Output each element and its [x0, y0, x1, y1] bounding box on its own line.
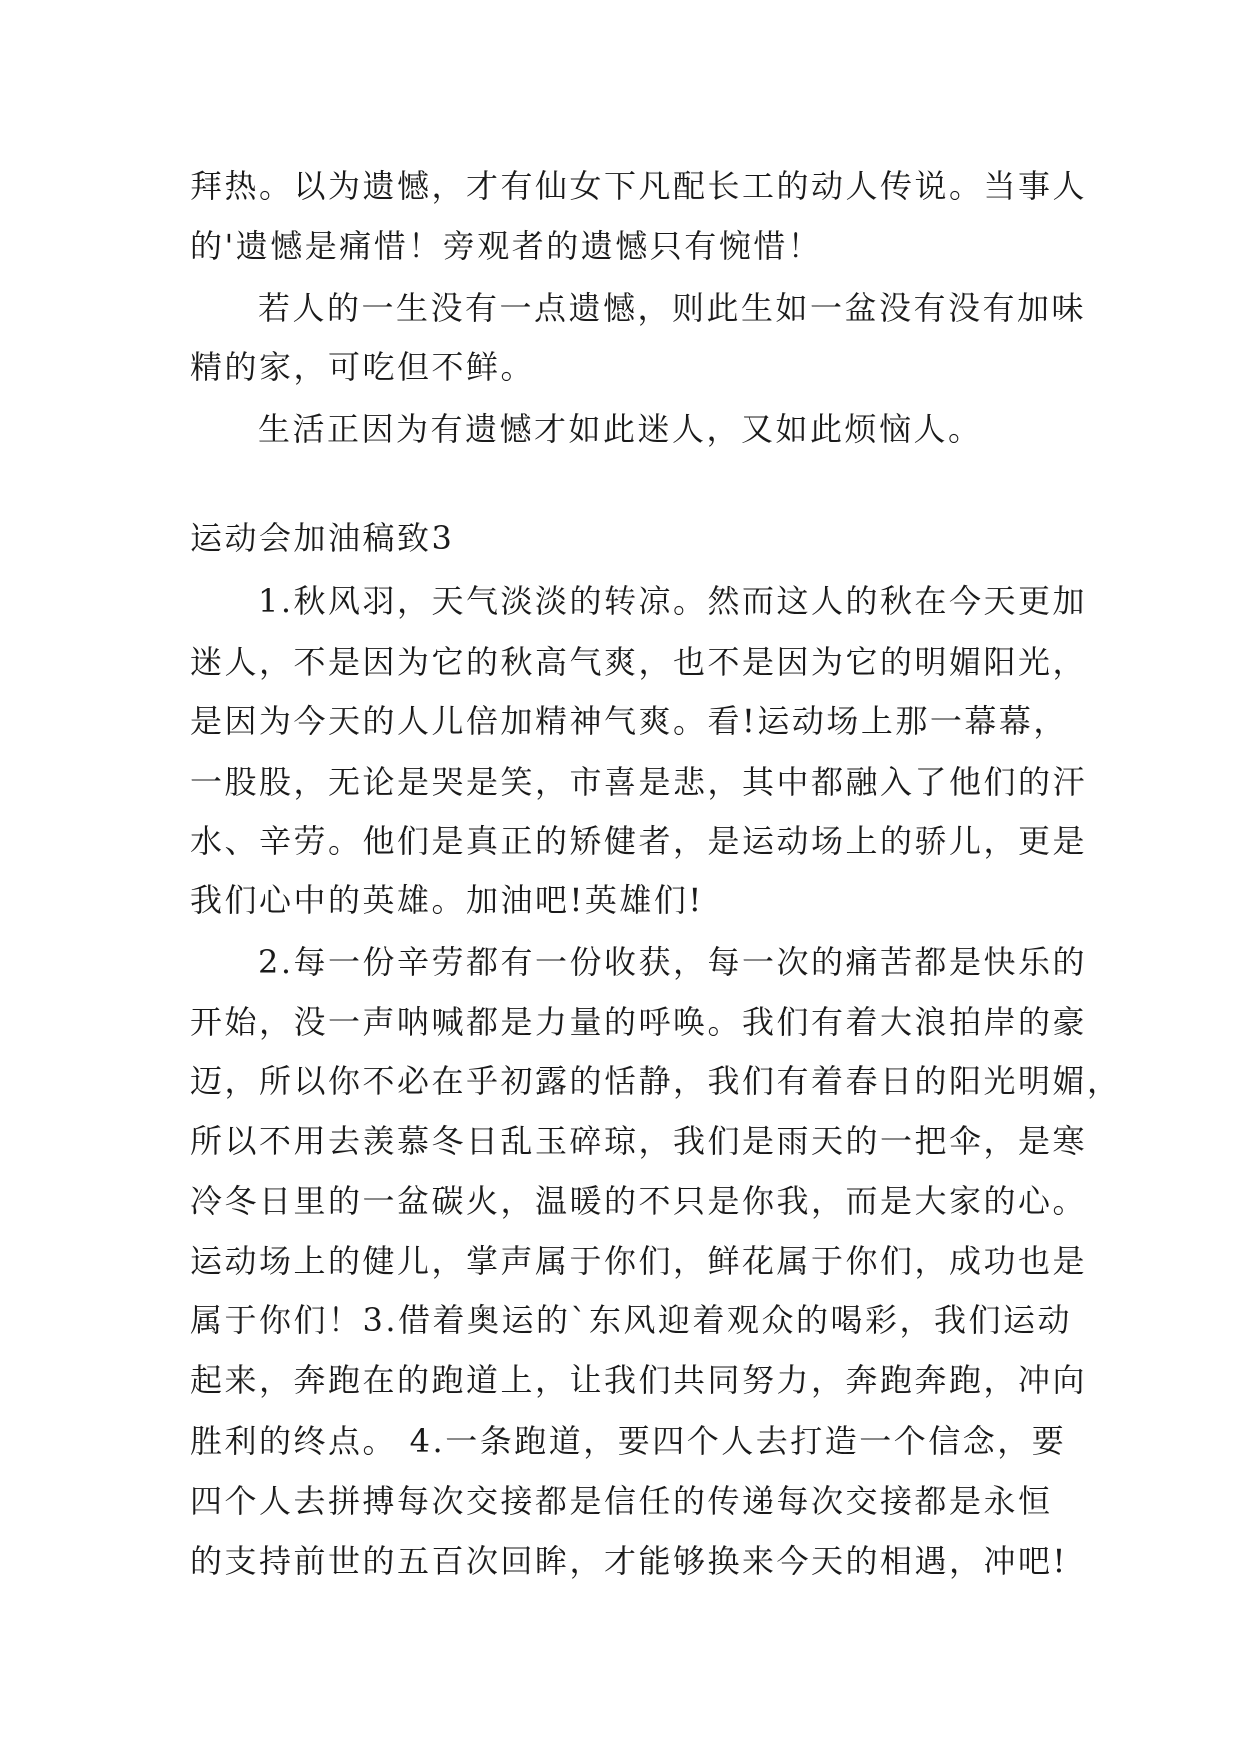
paragraph-line: 开始，没一声呐喊都是力量的呼唤。我们有着大浪拍岸的豪 [190, 1003, 1088, 1041]
paragraph-line: 迈，所以你不必在乎初露的恬静，我们有着春日的阳光明媚， [190, 1062, 1122, 1100]
paragraph-line: 迷人，不是因为它的秋高气爽，也不是因为它的明媚阳光， [190, 643, 1088, 681]
paragraph-line: 生活正因为有遗憾才如此迷人，又如此烦恼人。 [258, 410, 983, 448]
paragraph-line: 的'遗憾是痛惜！旁观者的遗憾只有惋惜！ [190, 227, 823, 265]
paragraph-line: 精的家，可吃但不鲜。 [190, 348, 536, 386]
paragraph-line: 所以不用去羡慕冬日乱玉碎琼，我们是雨天的一把伞，是寒 [190, 1122, 1088, 1160]
paragraph-line: 胜利的终点。 4.一条跑道，要四个人去打造一个信念，要 [190, 1422, 1067, 1460]
paragraph-line: 一股股，无论是哭是笑，市喜是悲，其中都融入了他们的汗 [190, 763, 1088, 801]
paragraph-line: 的支持前世的五百次回眸，才能够换来今天的相遇，冲吧! [190, 1542, 1068, 1580]
paragraph-line: 水、辛劳。他们是真正的矫健者，是运动场上的骄儿，更是 [190, 822, 1088, 860]
paragraph-line: 2.每一份辛劳都有一份收获，每一次的痛苦都是快乐的 [258, 943, 1088, 981]
paragraph-line: 四个人去拼搏每次交接都是信任的传递每次交接都是永恒 [190, 1482, 1053, 1520]
paragraph-line: 是因为今天的人儿倍加精神气爽。看!运动场上那一幕幕， [190, 702, 1068, 740]
paragraph-line: 起来，奔跑在的跑道上，让我们共同努力，奔跑奔跑，冲向 [190, 1361, 1088, 1399]
paragraph-line: 拜热。以为遗憾，才有仙女下凡配长工的动人传说。当事人 [190, 167, 1088, 205]
paragraph-line: 运动场上的健儿，掌声属于你们，鲜花属于你们，成功也是 [190, 1242, 1088, 1280]
paragraph-line: 若人的一生没有一点遗憾，则此生如一盆没有没有加味 [258, 289, 1087, 327]
paragraph-line: 我们心中的英雄。加油吧!英雄们! [190, 881, 704, 919]
section-heading: 运动会加油稿致3 [190, 519, 455, 557]
paragraph-line: 1.秋风羽，天气淡淡的转凉。然而这人的秋在今天更加 [258, 582, 1088, 620]
paragraph-line: 冷冬日里的一盆碳火，温暖的不只是你我，而是大家的心。 [190, 1182, 1088, 1220]
paragraph-line: 属于你们！3.借着奥运的`东风迎着观众的喝彩，我们运动 [190, 1301, 1073, 1339]
